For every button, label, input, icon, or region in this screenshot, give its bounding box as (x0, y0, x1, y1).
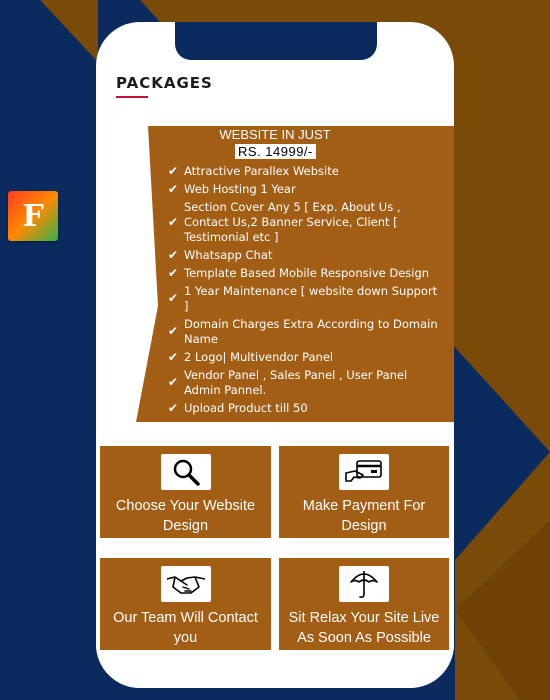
check-icon: ✔ (168, 374, 179, 389)
floating-logo-badge[interactable]: F (8, 191, 58, 241)
check-icon: ✔ (168, 214, 179, 229)
feature-item: ✔ Upload Product till 50 (168, 400, 308, 415)
search-icon (161, 454, 211, 490)
feature-item: ✔ Attractive Parallex Website (168, 163, 339, 178)
package-heading: WEBSITE IN JUST (219, 127, 331, 142)
check-icon: ✔ (168, 349, 179, 364)
handshake-icon (161, 566, 211, 602)
check-icon: ✔ (168, 400, 179, 415)
step-card-team-contact[interactable] (100, 558, 271, 650)
feature-item: ✔ Vendor Panel , Sales Panel , User Panel Admin Pannel. (168, 368, 408, 397)
package-panel (96, 126, 454, 422)
phone-notch (175, 22, 377, 60)
check-icon: ✔ (168, 290, 179, 305)
step-card-choose-design[interactable] (100, 446, 271, 538)
step-card-site-live[interactable] (279, 558, 449, 650)
step-label: Sit Relax Your Site Live As Soon As Possible (288, 610, 440, 646)
phone-frame (96, 22, 454, 688)
feature-item: ✔ 1 Year Maintenance [ website down Support ] (168, 284, 438, 313)
check-icon: ✔ (168, 247, 179, 262)
step-label: Make Payment For Design (302, 498, 426, 534)
feature-item: ✔ Whatsapp Chat (168, 247, 273, 262)
feature-item: ✔ Domain Charges Extra According to Domain Name (168, 317, 438, 346)
feature-item: ✔ 2 Logo| Multivendor Panel (168, 349, 334, 364)
umbrella-icon (339, 566, 389, 602)
check-icon: ✔ (168, 323, 179, 338)
check-icon: ✔ (168, 163, 179, 178)
package-price: RS. 14999/- (235, 144, 316, 159)
step-card-make-payment[interactable] (279, 446, 449, 538)
check-icon: ✔ (168, 265, 179, 280)
check-icon: ✔ (168, 181, 179, 196)
feature-item: ✔ Template Based Mobile Responsive Design (168, 265, 430, 280)
feature-item: ✔ Web Hosting 1 Year (168, 181, 296, 196)
section-title: PACKAGES (116, 74, 213, 92)
step-label: Our Team Will Contact you (113, 610, 258, 646)
feature-item: ✔ Section Cover Any 5 [ Exp. About Us , Contact Us,2 Banner Service, Client [ Testimonial etc ] (168, 200, 401, 244)
steps-grid (96, 422, 454, 688)
title-underline (116, 96, 148, 98)
feature-list (168, 164, 444, 419)
card-payment-icon (339, 454, 389, 490)
step-label: Choose Your Website Design (115, 498, 256, 534)
